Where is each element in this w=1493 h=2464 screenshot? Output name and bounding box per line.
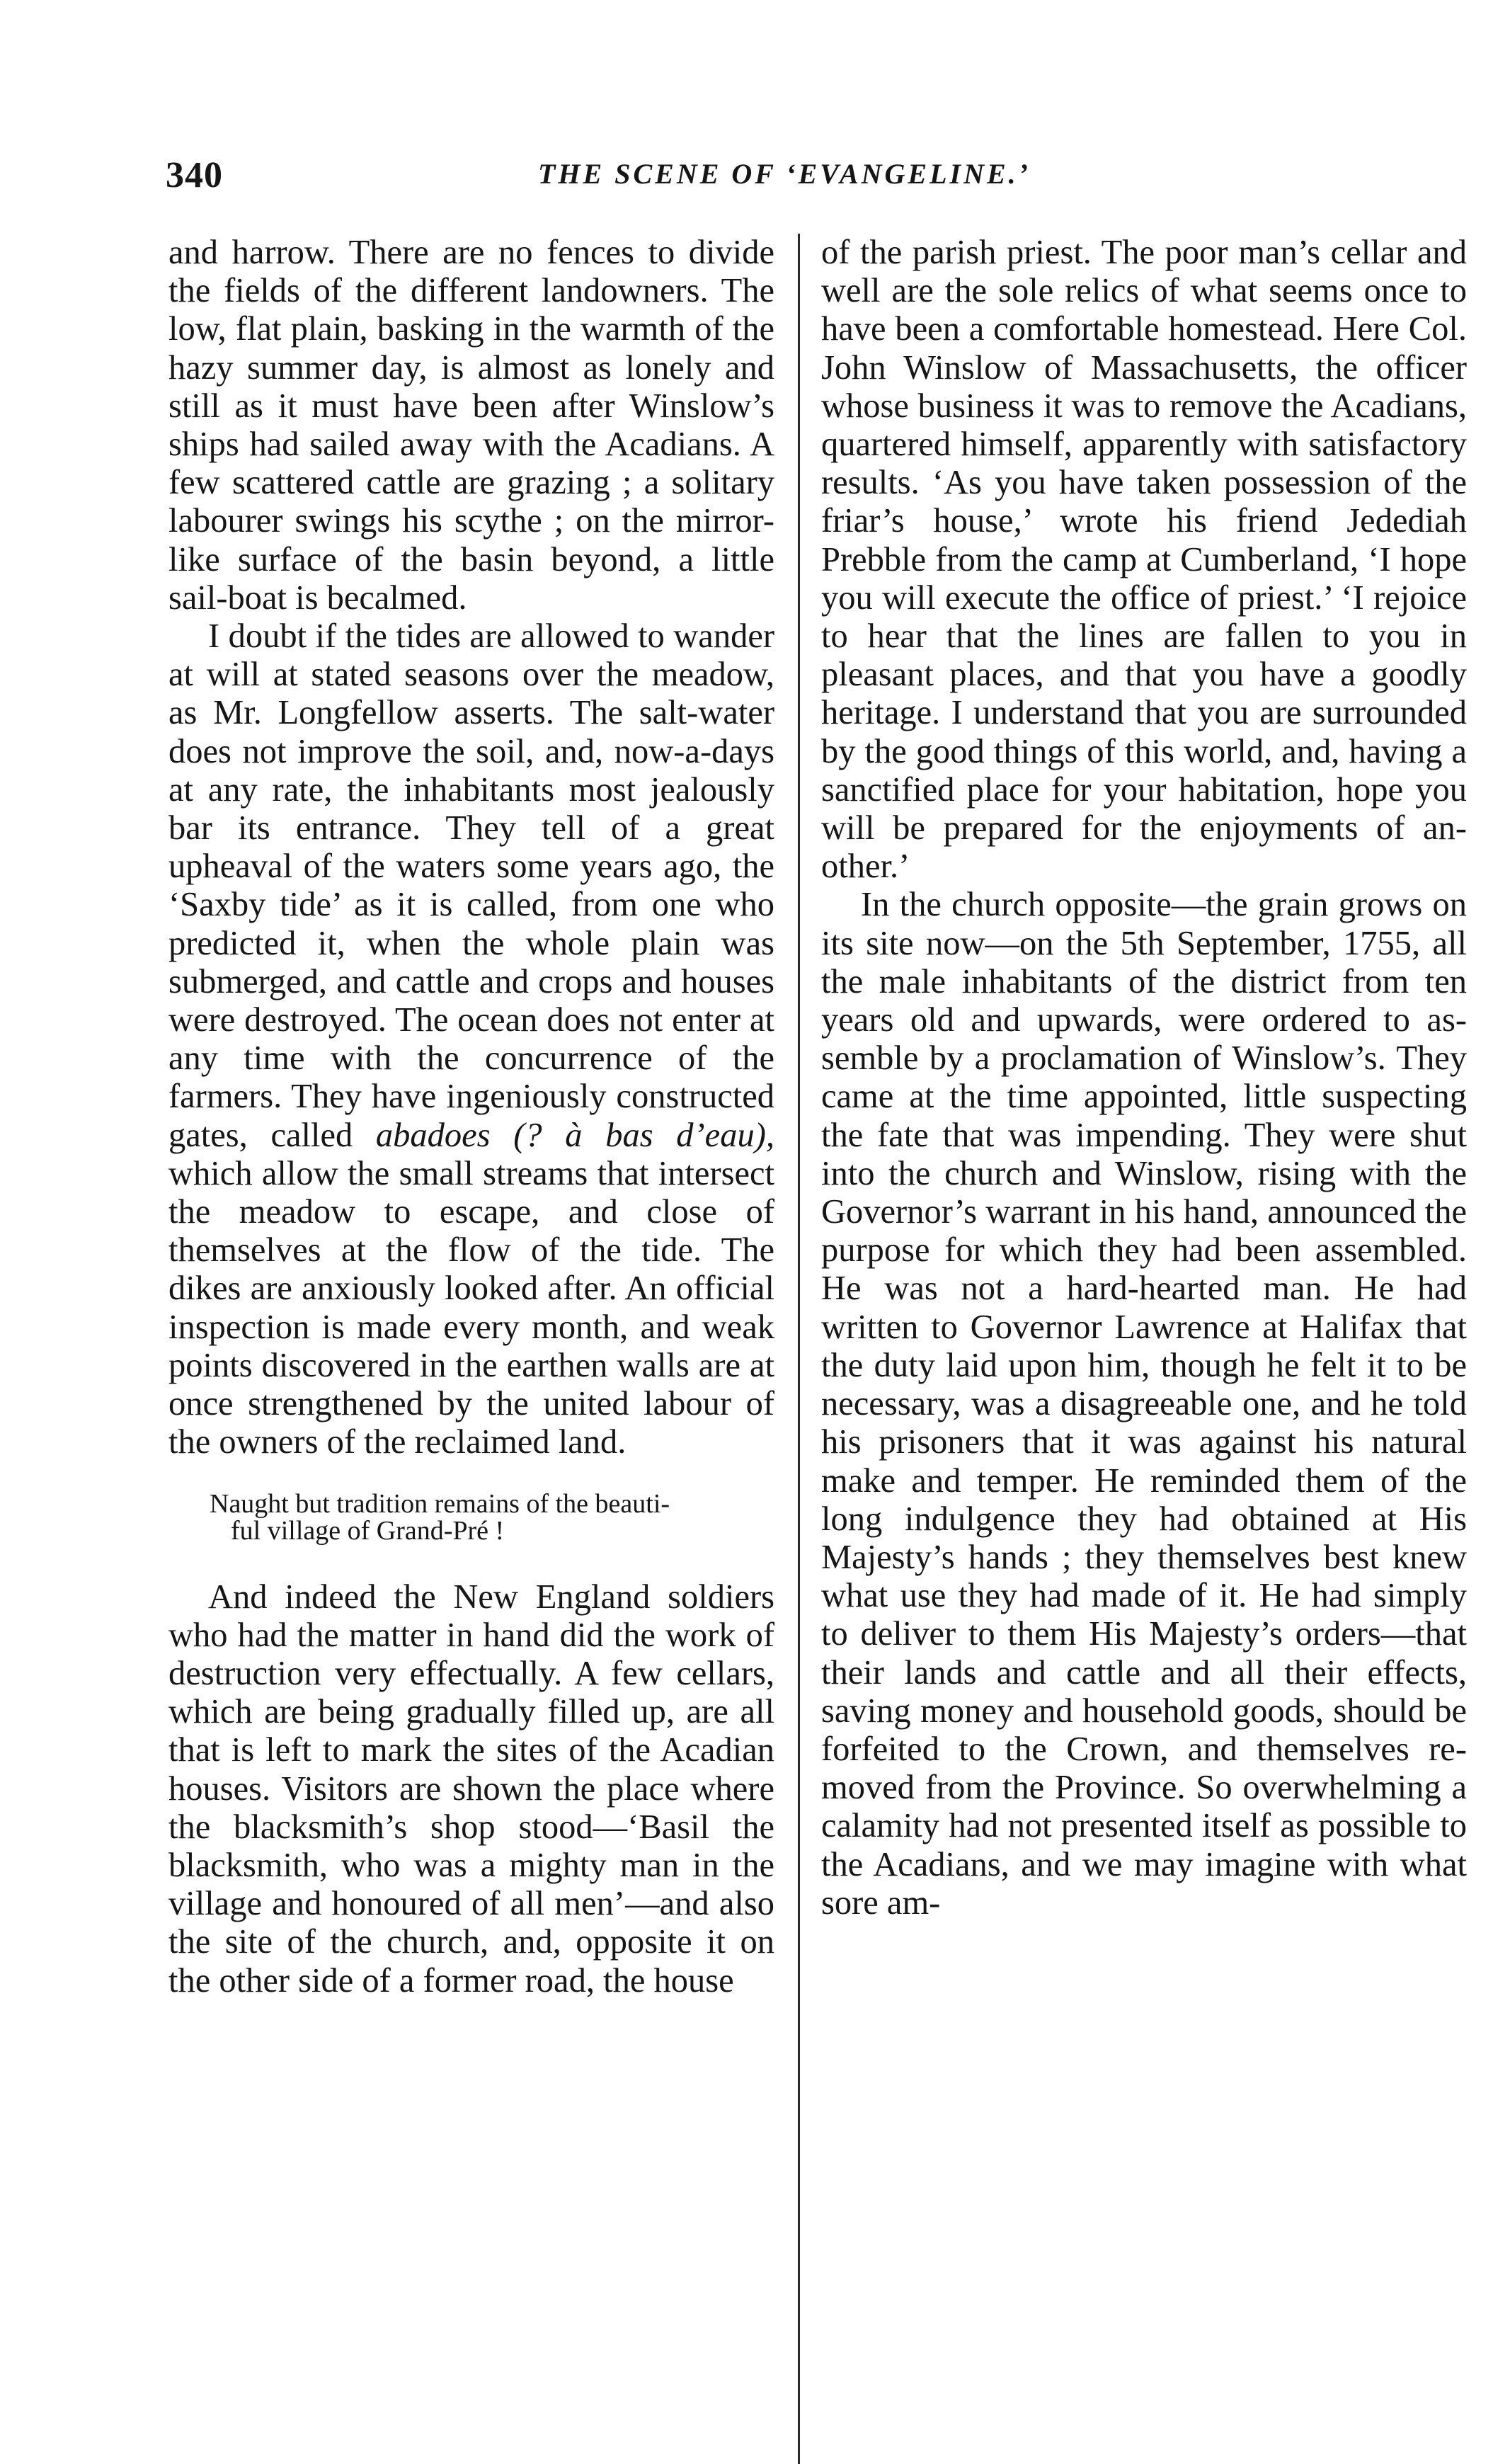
left-column	[168, 234, 774, 2000]
paragraph-priest-house: of the parish priest. The poor man’s cellar and well are the sole relics of what seems once to have been a comfortable homestead. Here Col. John Winslow of Massachusetts, the officer whose business it was to remove the Acadians, quartered himself, apparently with satisfactory results. ‘As you have taken possession of the friar’s house,’ wrote his friend Jedediah Prebble from the camp at Cumberland, ‘I hope you will execute the office of priest.’ ‘I rejoice to hear that the lines are fallen to you in pleasant places, and that you have a goodly heritage. I understand that you are surrounded by the good things of this world, and, having a sanctified place for your habitation, hope you will be prepared for the enjoyments of another.’	[821, 234, 1467, 886]
paragraph-tides	[168, 617, 774, 1461]
page-number: 340	[166, 155, 223, 195]
italic-term-abadoes: abadoes (? à bas d’eau),	[375, 1116, 774, 1154]
paragraph-church: In the church opposite—the grain grows on its site now—on the 5th September, 1755, all the male inhabitants of the district from ten years old and upwards, were ordered to assemble by a proclamation of Winslow’s. They came at the time appointed, little suspecting the fate that was impending. They were shut into the church and Winslow, rising with the Governor’s warrant in his hand, announced the purpose for which they had been assembled. He was not a hard-hearted man. He had written to Governor Lawrence at Halifax that the duty laid upon him, though he felt it to be necessary, was a disagreeable one, and he told his prisoners that it was against his natural make and temper. He reminded them of the long indulgence they had obtained at His Majesty’s hands ; they themselves best knew what use they had made of it. He had simply to deliver to them His Majesty’s orders—that their lands and cattle and all their effects, saving money and household goods, should be forfeited to the Crown, and themselves removed from the Province. So overwhelming a calamity had not presented itself as possible to the Acadians, and we may imagine with what sore am-	[821, 886, 1467, 1922]
paragraph-destruction: And indeed the New England soldiers who had the matter in hand did the work of destruction very effectually. A few cellars, which are being gradually filled up, are all that is left to mark the sites of the Acadian houses. Visitors are shown the place where the blacksmith’s shop stood—‘Basil the blacksmith, who was a mighty man in the village and honoured of all men’—and also the site of the church, and, opposite it on the other side of a former road, the house	[168, 1578, 774, 2000]
paragraph-fields: and harrow. There are no fences to divide the fields of the different landowners. The low, flat plain, basking in the warmth of the hazy summer day, is almost as lonely and still as it must have been after Winslow’s ships had sailed away with the Acadians. A few scattered cattle are grazing ; a solitary labourer swings his scythe ; on the mirror-like surface of the basin beyond, a little sail-boat is becalmed.	[168, 234, 774, 617]
column-divider	[798, 234, 800, 2464]
quotation-line: ful village of Grand-Pré !	[231, 1515, 505, 1546]
right-column	[821, 234, 1467, 1922]
poem-quotation	[210, 1490, 774, 1544]
running-title: THE SCENE OF ‘EVANGELINE.’	[538, 158, 1031, 190]
text-run: I doubt if the tides are allowed to wander at will at stated seasons over the meadow, as Mr. Longfellow asserts. The salt-water does not improve the soil, and, now-a-days at any rate, the inhabitants most jealously bar its entrance. They tell of a great upheaval of the waters some years ago, the ‘Saxby tide’ as it is called, from one who predicted it, when the whole plain was submerged, and cattle and crops and houses were destroyed. The ocean does not enter at any time with the concurrence of the farmers. They have ingeniously constructed gates, called	[168, 617, 774, 1154]
quotation-line: Naught but tradition remains of the beauti-	[210, 1488, 670, 1519]
text-run: which allow the small streams that intersect the meadow to escape, and close of themselves at the flow of the tide. The dikes are anxiously looked after. An official inspection is made every month, and weak points discovered in the earthen walls are at once strengthened by the united labour of the owners of the reclaimed land.	[168, 1154, 774, 1461]
